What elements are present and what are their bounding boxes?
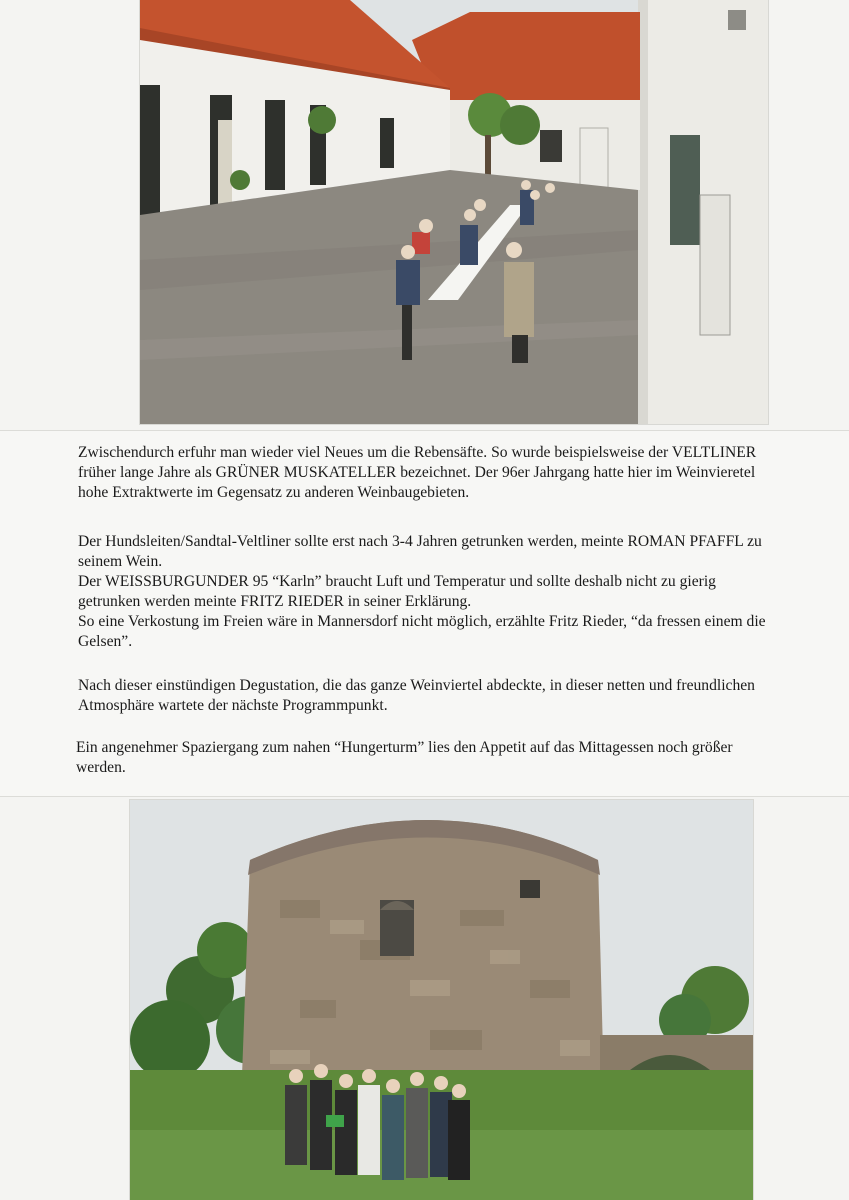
paragraph-veltliner xyxy=(78,443,778,503)
paragraph-3-text: Nach dieser einstündigen Degustation, die das ganze Weinviertel abdeckte, in dieser netten und freundlichen Atmosphäre wartete der nächste Programmpunkt. xyxy=(78,677,755,714)
paragraph-hungerturm xyxy=(76,738,776,778)
paragraph-4-text: Ein angenehmer Spaziergang zum nahen “Hungerturm” lies den Appetit auf das Mittagessen noch größer werden. xyxy=(76,739,733,776)
paragraph-2-line-1: Der Hundsleiten/Sandtal-Veltliner sollte erst nach 3-4 Jahren getrunken werden, meinte ROMAN PFAFFL zu seinem Wein. xyxy=(78,533,762,570)
paragraph-degustation xyxy=(78,676,778,716)
courtyard-photo xyxy=(140,0,768,424)
paragraph-1-text: Zwischendurch erfuhr man wieder viel Neues um die Rebensäfte. So wurde beispielsweise der VELTLINER früher lange Jahre als GRÜNER MUSKATELLER bezeichnet. Der 96er Jahrgang hatte hier im Weinvieretel hohe Extraktwerte im Gegensatz zu anderen Weinbaugebieten. xyxy=(78,444,757,501)
paragraph-2-line-2: Der WEISSBURGUNDER 95 “Karln” braucht Luft und Temperatur und sollte deshalb nicht zu gierig getrunken werden meinte FRITZ RIEDER in seiner Erklärung. xyxy=(78,573,716,610)
paragraph-2-line-3: So eine Verkostung im Freien wäre in Mannersdorf nicht möglich, erzählte Fritz Rieder, “da fressen einem die Gelsen”. xyxy=(78,613,766,650)
paragraph-tasting-comments xyxy=(78,532,778,652)
hungerturm-photo xyxy=(130,800,753,1200)
